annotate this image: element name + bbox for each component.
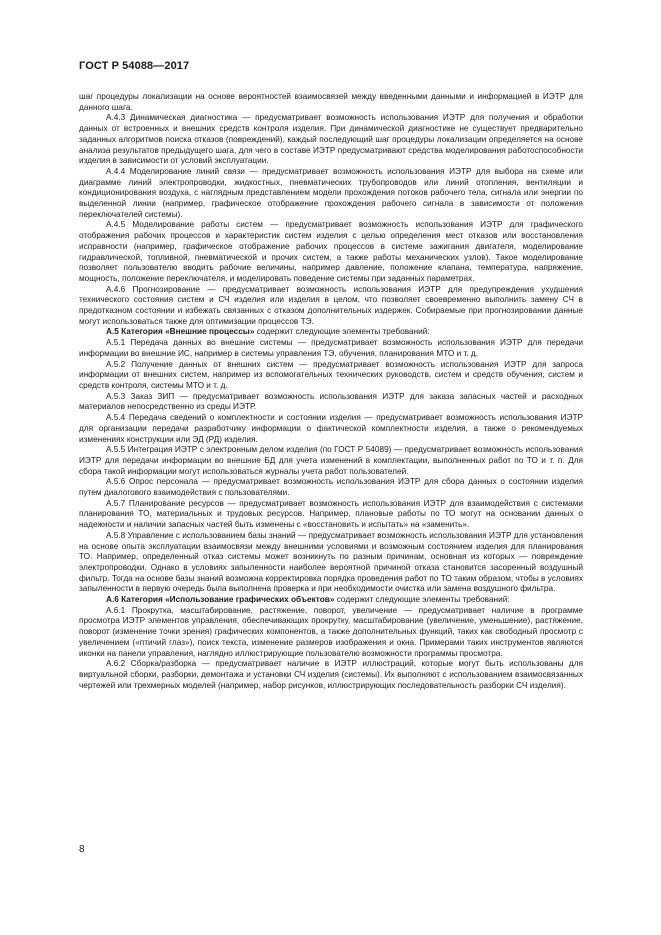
paragraph-a-5-7: А.5.7 Планирование ресурсов — предусматривает возможность использования ИЭТР для взаимодействия с системами планирования ТО, материальных и трудовых ресурсов. Например, плановые работы по ТО могут на основании данных о надежности и наличии запасных частей быть изменены с «восстановить и испытать» на «заменить». xyxy=(79,498,583,530)
document-header: ГОСТ Р 54088—2017 xyxy=(79,60,190,72)
section-heading-a-5 xyxy=(79,327,583,338)
paragraph-a-6-2: А.6.2 Сборка/разборка — предусматривает наличие в ИЭТР иллюстраций, которые могут быть использованы для виртуальной сборки, разборки, демонтажа и установки СЧ изделия (системы). Их выполняют с использованием взаимосвязанных чертежей или трехмерных моделей (например, набор рисунков, иллюстрирующих последовательность разборки СЧ изделия). xyxy=(79,659,583,690)
paragraph-a-5-4: А.5.4 Передача сведений о комплектности и состоянии изделия — предусматривает возможность использования ИЭТР для организации передачи разработчику информации о фактической комплектности изделия, а также о рекомендуемых изменениях конструкции или ЭД (РД) изделия. xyxy=(79,413,583,444)
page-number: 8 xyxy=(79,844,85,855)
continued-paragraph: шаг процедуры локализации на основе вероятностей взаимосвязей между введенными данными и информацией в ИЭТР для данного шага. xyxy=(79,92,583,112)
paragraph-a-5-6: А.5.6 Опрос персонала — предусматривает возможность использования ИЭТР для сбора данных о состоянии изделия путем диалогового взаимодействия с пользователями. xyxy=(79,477,583,498)
paragraph-a-5-2: А.5.2 Получение данных от внешних систем — предусматривает возможность использования ИЭТР для запроса информации от внешних систем, например из вспомогательных технических руководств, систем и средств обучения, систем и средств контроля, системы МТО и т. д. xyxy=(79,359,583,390)
paragraph-a-4-5: А.4.5 Моделирование работы систем — предусматривает возможность использования ИЭТР для графического отображения рабочих процессов и характеристик систем изделия с целью определения мест отказов или восстановления исправности (например, графическое отображение рабочих процессов в системе зажигания двигателя, моделирование гидравлической, топливной, пневматической и прочих систем, а также работы механических узлов). Такое моделирование позволяет пользователю вводить рабочие величины, например давление, положение клапана, температура, напряжение, мощность, положение переключателя, и моделировать поведение системы при заданных параметрах. xyxy=(79,220,583,283)
section-heading-a-6 xyxy=(79,595,583,606)
paragraph-a-4-6: А.4.6 Прогнозирование — предусматривает возможность использования ИЭТР для предупреждения ухудшения технического состояния систем и СЧ изделия или изделия в целом, что позволяет своевременно выполнить замену СЧ в предотказном состоянии и избежать связанных с отказом дополнительных издержек. Собираемые при прогнозировании данные могут использоваться также для оптимизации процессов ТЭ. xyxy=(79,284,583,326)
paragraph-a-4-4: А.4.4 Моделирование линий связи — предусматривает возможность использования ИЭТР для выбора на схеме или диаграмме линий электропроводки, жидкостных, пневматических трубопроводов или линий отопления, вентиляции и кондиционирования воздуха, с наглядным представлением модели прохождения потоков рабочего тела, сигнала или энергии по выделенной линии (например, графическое отображение прохождения рабочего сигнала в зависимости от положения переключателей системы). xyxy=(79,166,583,219)
section-heading-a-5-text: содержит следующие элементы требований: xyxy=(254,327,430,337)
page-body xyxy=(79,92,583,691)
paragraph-a-6-1: А.6.1 Прокрутка, масштабирование, растяжение, поворот, увеличение — предусматривает наличие в программе просмотра ИЭТР элементов управления, обеспечивающих прокрутку, масштабирование (увеличение, уменьшение), растяжение, поворот (изменение точки зрения) графических компонентов, а также дополнительных функций, таких как свободный просмотр с увеличением («птичий глаз»), поиск текста, изменение размеров изображения и окна. Примерами таких инструментов являются иконки на панели управления, наглядно иллюстрирующие пользователю возможности программы просмотра. xyxy=(79,605,583,658)
section-heading-a-6-text: содержит следующие элементы требований: xyxy=(334,595,510,605)
paragraph-a-5-8: А.5.8 Управление с использованием базы знаний — предусматривает возможность использования ИЭТР для установления на основе опыта эксплуатации взаимосвязи между внешними условиями и возможным состоянием изделия для планирования ТО. Например, определенный отказ системы может возникнуть по разным причинам, основная из которых — повреждение электропроводки. Однако в условиях запыленности наиболее вероятной причиной отказа становится засоренный воздушный фильтр. Тогда на основе базы знаний возможна корректировка порядка проведения работ по ТО таким образом, чтобы в условиях запыленности в первую очередь была выполнена проверка и при необходимости очистка или замена воздушного фильтра. xyxy=(79,530,583,594)
section-heading-a-6-bold: А.6 Категория «Использование графических объектов» xyxy=(106,595,335,605)
paragraph-a-5-1: А.5.1 Передача данных во внешние системы — предусматривает возможность использования ИЭТР для передачи информации во внешние ИС, например в системы управления ТЭ, обучения, планирования МТО и т. д. xyxy=(79,338,583,358)
section-heading-a-5-bold: А.5 Категория «Внешние процессы» xyxy=(106,327,255,337)
paragraph-a-4-3: А.4.3 Динамическая диагностика — предусматривает возможность использования ИЭТР для получения и обработки данных от встроенных и внешних средств контроля изделия. При динамической диагностике не существует предварительно заданных алгоритмов поиска отказов (повреждений), каждый последующий шаг процедуры локализации определяется на основе анализа результатов предыдущего шага, для чего в составе ИЭТР предусматривают средства моделирования работоспособности изделия в зависимости от условий эксплуатации. xyxy=(79,113,583,166)
paragraph-a-5-3: А.5.3 Заказ ЗИП — предусматривает возможность использования ИЭТР для заказа запасных частей и расходных материалов непосредственно из среды ИЭТР. xyxy=(79,391,583,412)
paragraph-a-5-5: А.5.5 Интеграция ИЭТР с электронным делом изделия (по ГОСТ Р 54089) — предусматривает возможность использования ИЭТР для передачи информации во внешние БД для учета изменений в комплектации, выполненных работ по ТО и т. п. Для сбора такой информации могут использоваться журналы учета работ пользователей. xyxy=(79,445,583,476)
